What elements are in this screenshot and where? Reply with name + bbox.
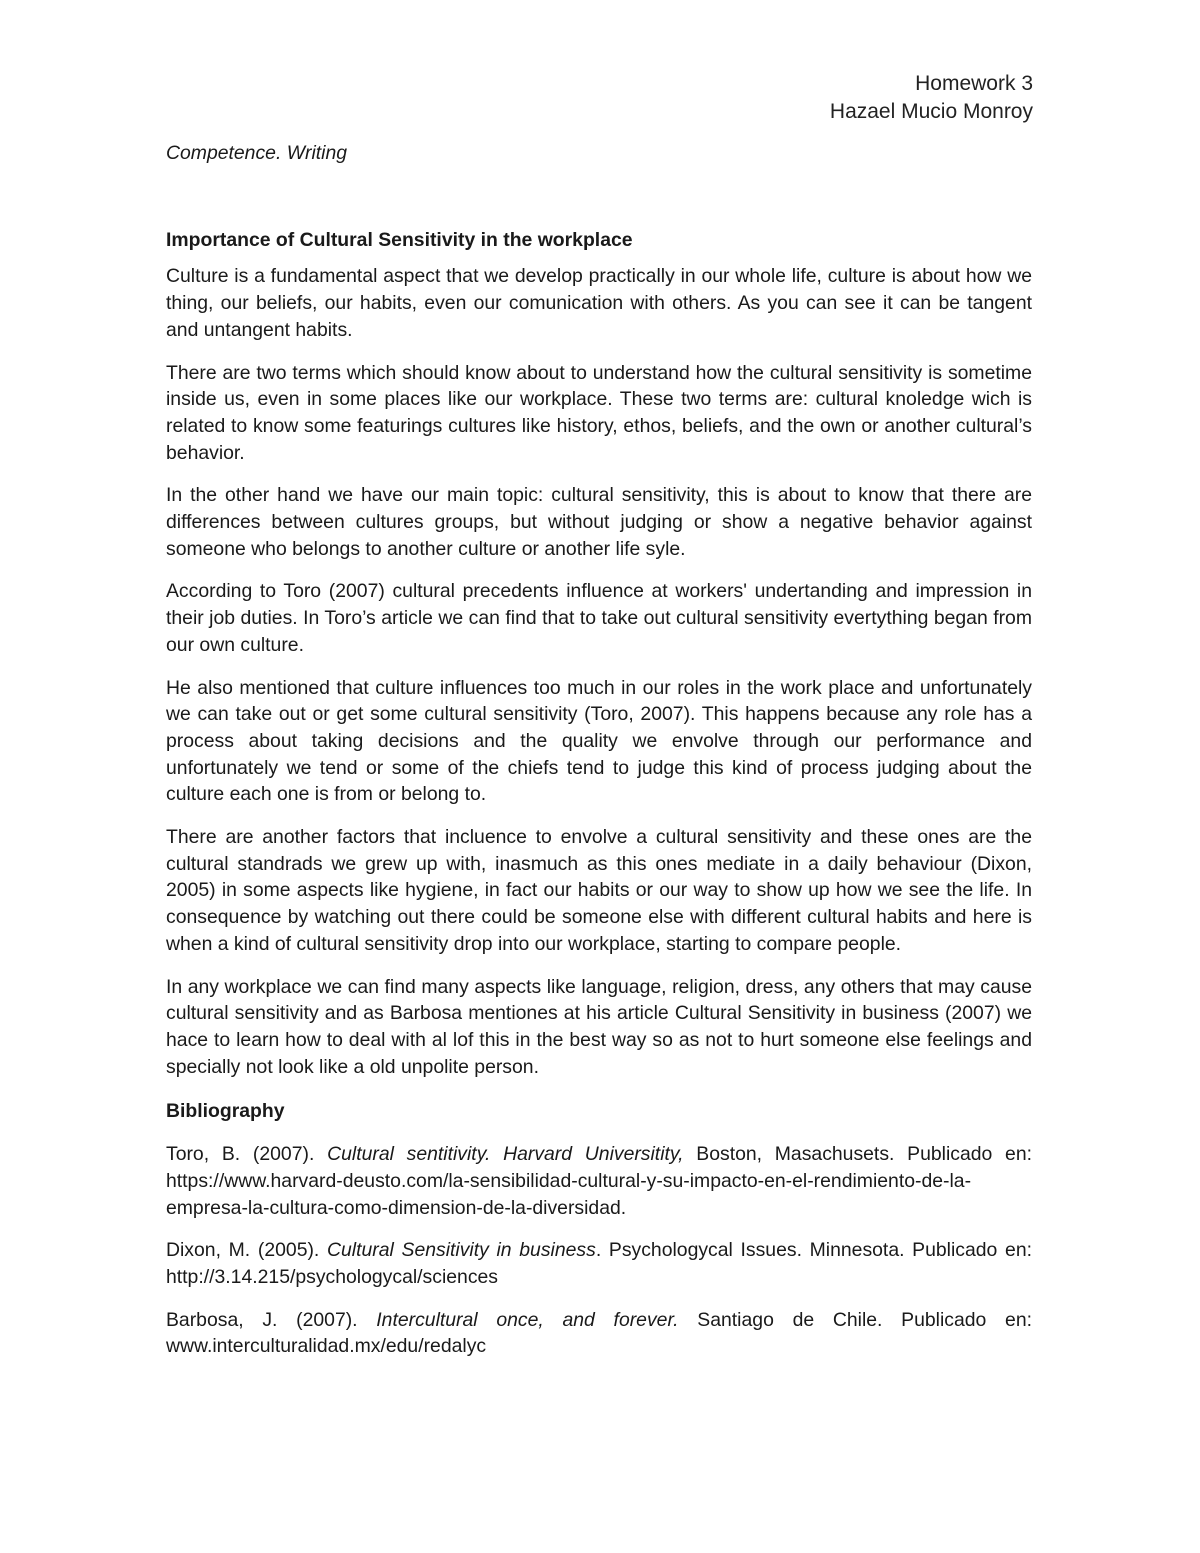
bib-work-title: Intercultural once, and forever. (376, 1308, 679, 1331)
paragraph-4: According to Toro (2007) cultural precedents influence at workers' undertanding and impression in their job duties. In Toro’s article we can find that to take out cultural sensitivity evertything began from our own culture. (166, 580, 1032, 656)
bib-details: Boston, Masachusets. Publicado en: https://www.harvard-deusto.com/la-sensibilidad-cultural-y-su-impacto-en-el-rendimiento-de-la-empresa-la-cultura-como-dimension-de-la-diversidad. (166, 1143, 1033, 1219)
bib-author: Dixon, M. (2005). (166, 1239, 328, 1262)
paragraph-5: He also mentioned that culture influences too much in our roles in the work place and unfortunately we can take out or get some cultural sensitivity (Toro, 2007). This happens because any role has a process about taking decisions and the quality we envolve through our performance and unfortunately we tend or some of the chiefs tend to judge this kind of process judging about the culture each one is from or belong to. (166, 676, 1032, 806)
bib-work-title: Cultural sentitivity. Harvard Universitity, (327, 1143, 684, 1166)
competence-label: Competence. Writing (166, 142, 348, 164)
bib-author: Barbosa, J. (2007). (166, 1308, 377, 1331)
bibliography-entry-barbosa (166, 1307, 1032, 1360)
bib-details: Santiago de Chile. Publicado en: www.interculturalidad.mx/edu/redalyc (166, 1308, 1032, 1358)
paragraph-6: There are another factors that incluence to envolve a cultural sensitivity and these ones are the cultural standrads we grew up with, inasmuch as this ones mediate in a daily behaviour (Dixon, 2005) in some aspects like hygiene, in fact our habits or our way to show up how we see the life. In consequence by watching out there could be someone else with different cultural habits and here is when a kind of cultural sensitivity drop into our workplace, starting to compare people. (166, 826, 1032, 955)
bib-work-title: Cultural Sensitivity in business (327, 1239, 596, 1262)
author-name: Hazael Mucio Monroy (829, 100, 1033, 123)
document-header (830, 70, 1033, 126)
bibliography-heading: Bibliography (166, 1100, 285, 1123)
paragraph-7: In any workplace we can find many aspects like language, religion, dress, any others that may cause cultural sensitivity and as Barbosa mentiones at his article Cultural Sensitivity in business (2007) we hace to learn how to deal with al lof this in the best way so as not to hurt someone else feelings and specially not look like a old unpolite person. (166, 975, 1032, 1078)
bib-details: . Psychologycal Issues. Minnesota. Publicado en: http://3.14.215/psychologycal/sciences (166, 1239, 1032, 1288)
bib-author: Toro, B. (2007). (166, 1143, 328, 1166)
paragraph-3: In the other hand we have our main topic: cultural sensitivity, this is about to know that there are differences between cultures groups, but without judging or show a negative behavior against someone who belongs to another culture or another life syle. (166, 484, 1032, 560)
document-body (166, 140, 1032, 1376)
paragraph-1: Culture is a fundamental aspect that we develop practically in our whole life, culture is about how we thing, our beliefs, our habits, even our comunication with others. As you can see it can be tangent and untangent habits. (166, 265, 1032, 341)
bibliography-entry-dixon (166, 1237, 1032, 1290)
essay-title: Importance of Cultural Sensitivity in the workplace (166, 228, 633, 251)
bibliography-entry-toro (166, 1141, 1032, 1221)
paragraph-2: There are two terms which should know about to understand how the cultural sensitivity is sometime inside us, even in some places like our workplace. These two terms are: cultural knoledge wich is related to know some featurings cultures like history, ethos, beliefs, and the own or another cultural’s behavior. (166, 361, 1032, 464)
homework-label: Homework 3 (915, 72, 1033, 95)
